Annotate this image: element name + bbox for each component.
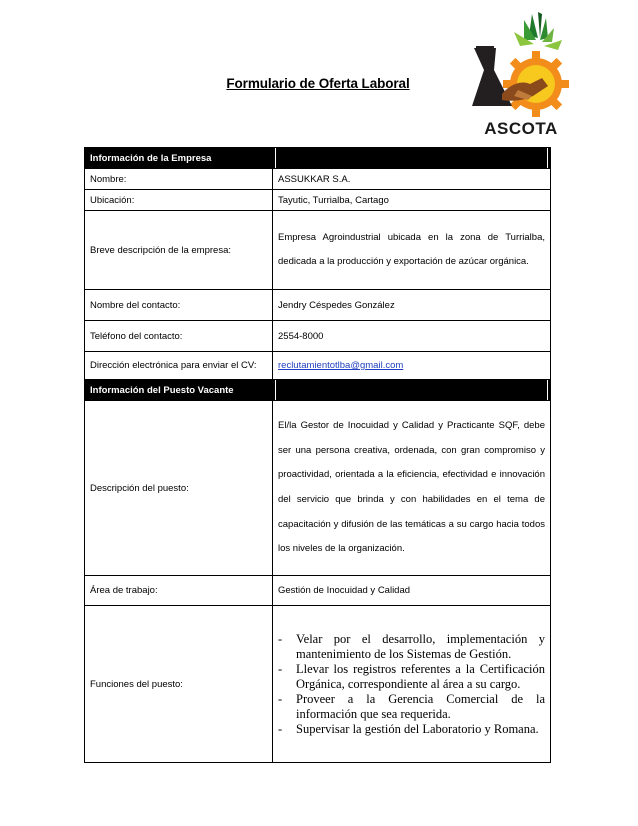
puesto-header-blank <box>273 380 551 401</box>
list-item: - Velar por el desarrollo, implementación y mantenimiento de los Sistemas de Gestión. <box>296 632 545 662</box>
job-description: El/la Gestor de Inocuidad y Calidad y Practicante SQF, debe ser una persona creativa, ordenada, con gran compromiso y proactividad, orientada a la eficiencia, efectividad e innovación del servicio que brinda y con habilidades en el tema de capacitación y difusión de las temáticas a su cargo hacia todos los niveles de la organización. <box>273 401 551 576</box>
table-row <box>85 290 551 321</box>
list-item: - Llevar los registros referentes a la Certificación Orgánica, correspondiente al área a su cargo. <box>296 662 545 692</box>
logo-graphic <box>466 10 576 120</box>
row-label: Descripción del puesto: <box>85 401 273 576</box>
functions-list <box>278 632 545 737</box>
table-row <box>85 606 551 763</box>
table-row <box>85 190 551 211</box>
company-description: Empresa Agroindustrial ubicada en la zona de Turrialba, dedicada a la producción y exportación de azúcar orgánica. <box>273 211 551 290</box>
row-value: Jendry Céspedes González <box>273 290 551 321</box>
table-row <box>85 576 551 606</box>
row-label: Ubicación: <box>85 190 273 211</box>
row-label: Nombre: <box>85 169 273 190</box>
row-label: Funciones del puesto: <box>85 606 273 763</box>
puesto-header: Información del Puesto Vacante <box>85 380 273 401</box>
list-item: - Supervisar la gestión del Laboratorio y Romana. <box>296 722 545 737</box>
row-label: Breve descripción de la empresa: <box>85 211 273 290</box>
list-item: - Proveer a la Gerencia Comercial de la información que sea requerida. <box>296 692 545 722</box>
row-value <box>273 352 551 380</box>
empresa-header-row <box>85 148 551 169</box>
row-label: Teléfono del contacto: <box>85 321 273 352</box>
table-row <box>85 352 551 380</box>
table-row <box>85 401 551 576</box>
functions-cell <box>273 606 551 763</box>
row-value: ASSUKKAR S.A. <box>273 169 551 190</box>
leaves-icon <box>514 12 562 50</box>
row-value: Tayutic, Turrialba, Cartago <box>273 190 551 211</box>
row-label: Nombre del contacto: <box>85 290 273 321</box>
table-row <box>85 211 551 290</box>
row-label: Dirección electrónica para enviar el CV: <box>85 352 273 380</box>
logo-text: ASCOTA <box>484 119 558 138</box>
row-label: Área de trabajo: <box>85 576 273 606</box>
row-value: Gestión de Inocuidad y Calidad <box>273 576 551 606</box>
empresa-header: Información de la Empresa <box>85 148 273 169</box>
job-offer-table <box>84 147 551 763</box>
row-value: 2554-8000 <box>273 321 551 352</box>
table-row <box>85 169 551 190</box>
puesto-header-row <box>85 380 551 401</box>
document-title: Formulario de Oferta Laboral <box>226 76 410 91</box>
ascota-logo <box>466 10 576 138</box>
email-link[interactable]: reclutamientotlba@gmail.com <box>278 360 404 371</box>
table-row <box>85 321 551 352</box>
empresa-header-blank <box>273 148 551 169</box>
